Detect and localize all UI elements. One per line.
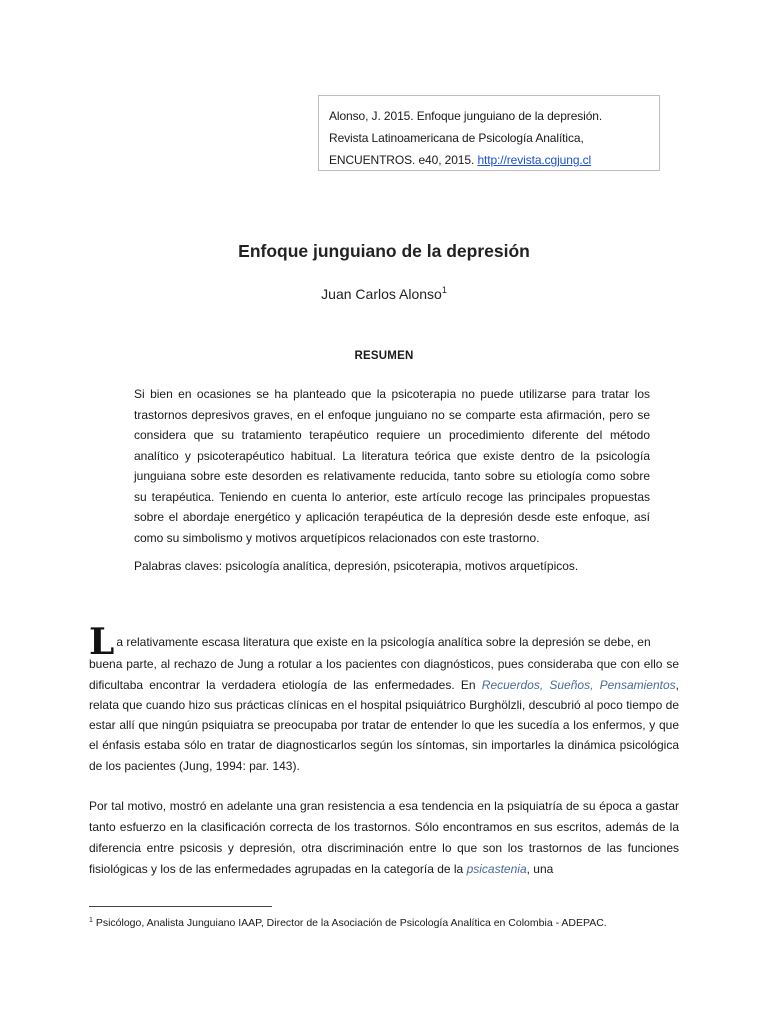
footnote-separator <box>89 906 272 907</box>
citation-text: ENCUENTROS. e40, 2015. <box>329 153 478 167</box>
journal-link[interactable]: http://revista.cgjung.cl <box>477 153 592 167</box>
drop-cap: L <box>89 621 115 663</box>
book-title-italic: Recuerdos, Sueños, Pensamientos <box>481 677 676 692</box>
body-paragraph-1 <box>89 621 680 776</box>
paragraph-1-text-a: buena parte, al rechazo de Jung a rotular a los pacientes con diagnósticos, pues consideraba que con ello se dificultaba encontrar la verdadera etiología de las enfermedades. En <box>89 657 679 692</box>
paragraph-1-text-b: , relata que cuando hizo sus prácticas clínicas en el hospital psiquiátrico Burghölzli, descubrió al poco tiempo de estar allí que ningún psiquiatra se preocupaba por tratar de entender lo que les sucedía a los enfermos, y que el énfasis estaba sólo en tratar de diagnosticarlos según los síntomas, sin importarles la dinámica psicológica de los pacientes (Jung, 1994: par. 143). <box>89 677 680 773</box>
abstract-heading: RESUMEN <box>354 350 414 362</box>
citation-line-3 <box>329 149 649 171</box>
author-line <box>0 285 768 302</box>
paragraph-2-text-a: Por tal motivo, mostró en adelante una gran resistencia a esa tendencia en la psiquiatría de su época a gastar tanto esfuerzo en la clasificación correcta de los trastornos. Sólo encontramos en sus escritos, además de la diferencia entre psicosis y depresión, otra discriminación entre lo que son los trastornos de las funciones fisiológicas y los de las enfermedades agrupadas en la categoría de la <box>89 799 679 876</box>
paragraph-1-rest <box>89 654 679 776</box>
footnote-mark: 1 <box>89 917 93 924</box>
paragraph-1-first-line: a relativamente escasa literatura que existe en la psicología analítica sobre la depresión se debe, en <box>116 635 651 649</box>
author-name: Juan Carlos Alonso <box>321 286 442 302</box>
citation-line-1: Alonso, J. 2015. Enfoque junguiano de la depresión. <box>329 109 603 123</box>
term-italic: psicastenia <box>466 862 527 876</box>
citation-line-2: Revista Latinoamericana de Psicología Analítica, <box>329 131 584 145</box>
body-paragraph-2 <box>89 796 679 880</box>
author-footnote-mark[interactable]: 1 <box>441 285 447 295</box>
footnote <box>89 913 689 931</box>
abstract-text: Si bien en ocasiones se ha planteado que la psicoterapia no puede utilizarse para tratar los trastornos depresivos graves, en el enfoque junguiano no se comparte esta afirmación, pero se considera que su tratamiento terapéutico requiere un procedimiento diferente del método analítico y psicoterapéutico habitual. La literatura teórica que existe dentro de la psicología junguiana sobre este desorden es relativamente reducida, tanto sobre su etiología como sobre su terapéutica. Teniendo en cuenta lo anterior, este artículo recoge las principales propuestas sobre el abordaje energético y aplicación terapéutica de la depresión desde este enfoque, así como su simbolismo y motivos arquetípicos relacionados con este trastorno. <box>134 387 650 545</box>
keywords: Palabras claves: psicología analítica, depresión, psicoterapia, motivos arquetípicos. <box>134 559 579 573</box>
article-title: Enfoque junguiano de la depresión <box>238 241 530 261</box>
paragraph-2-text-b: , una <box>526 862 554 876</box>
citation-box <box>318 95 660 171</box>
footnote-text: Psicólogo, Analista Junguiano IAAP, Director de la Asociación de Psicología Analítica en Colombia - ADEPAC. <box>92 917 607 929</box>
